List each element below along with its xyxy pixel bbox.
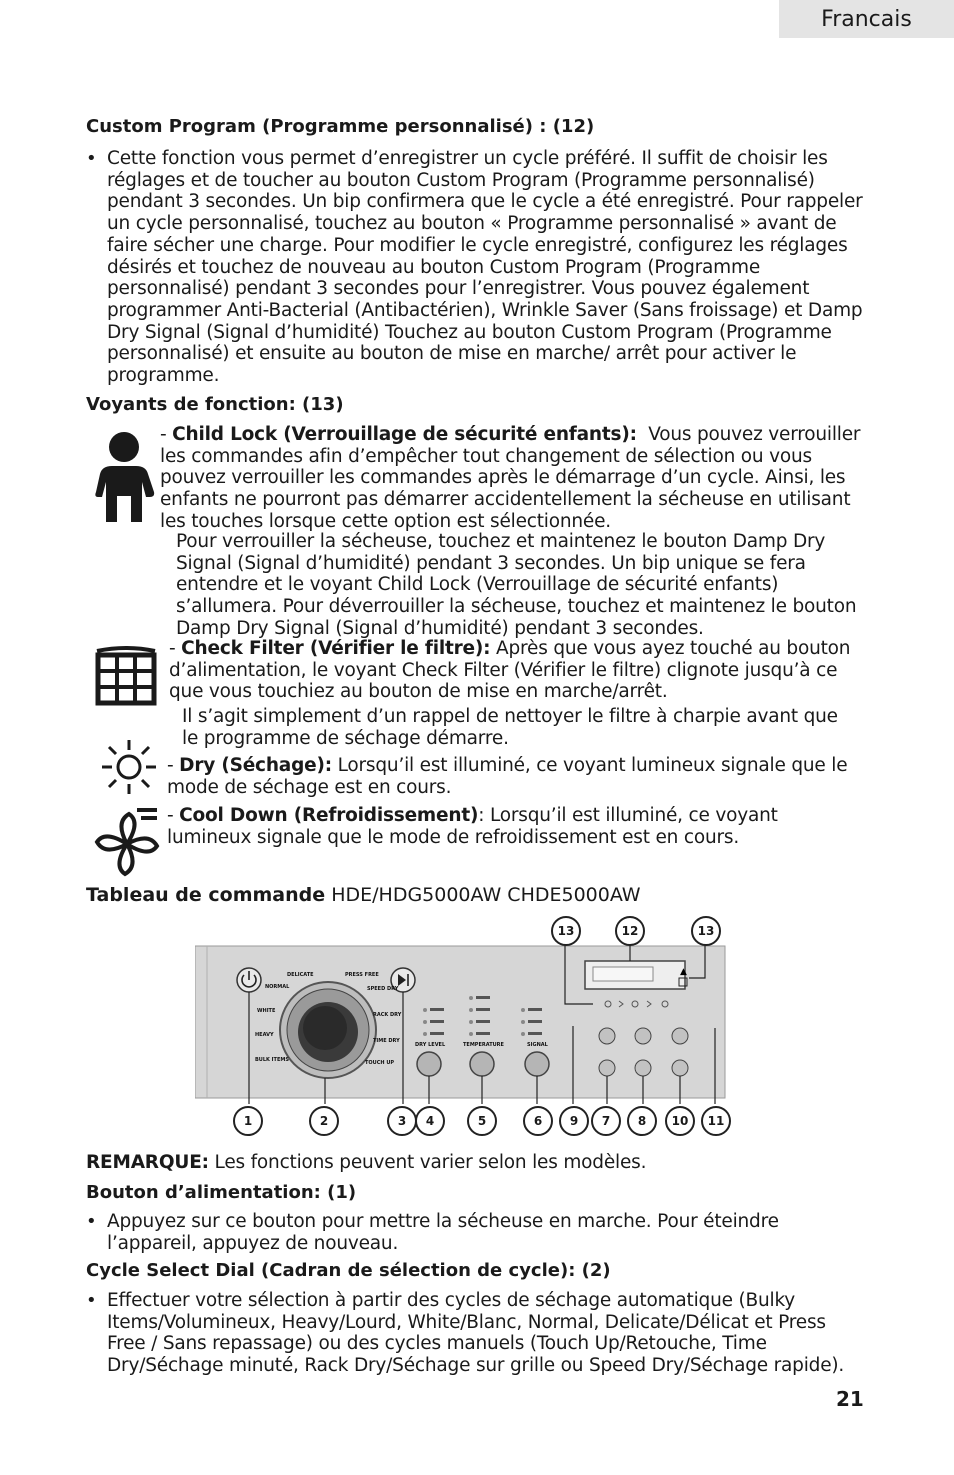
callout-8: 8	[627, 1106, 657, 1136]
callout-3: 3	[387, 1106, 417, 1136]
callout-9: 9	[559, 1106, 589, 1136]
svg-text:▲: ▲	[680, 967, 687, 977]
child-lock-desc: Vous pouvez verrouiller les commandes afin d’empêcher tout changement de sélection ou vous pouvez verrouiller les commandes après le démarrage d’un cycle. Ainsi, les enfants ne pourront pas démarrer accidentellement la sécheuse en utilisant les touches lorsque cette option est sélectionnée.	[160, 424, 861, 532]
callout-5: 5	[467, 1106, 497, 1136]
callout-13-left: 13	[551, 916, 581, 946]
dash: -	[167, 805, 180, 826]
callout-1: 1	[233, 1106, 263, 1136]
callout-12: 12	[615, 916, 645, 946]
child-lock-text	[160, 424, 870, 533]
voyants-heading: Voyants de fonction: (13)	[86, 394, 344, 415]
callout-11: 11	[701, 1106, 731, 1136]
cool-down-fan-icon	[93, 804, 163, 878]
callout-6: 6	[523, 1106, 553, 1136]
language-tab[interactable]: Francais	[779, 0, 954, 38]
cool-down-desc: : Lorsqu’il est illuminé, ce voyant lumineux signale que le mode de refroidissement est en cours.	[167, 805, 778, 848]
check-filter-desc: Après que vous ayez touché au bouton d’alimentation, le voyant Check Filter (Vérifier le filtre) clignote jusqu’à ce que vous touchiez au bouton de mise en marche/arrêt.	[169, 638, 851, 703]
callout-13-right: 13	[691, 916, 721, 946]
svg-text:DELICATE: DELICATE	[287, 972, 314, 978]
svg-text:TOUCH UP: TOUCH UP	[365, 1060, 395, 1066]
child-lock-text2: Pour verrouiller la sécheuse, touchez et maintenez le bouton Damp Dry Signal (Signal d’humidité) pendant 3 secondes. Un bip unique se fera entendre et le voyant Child Lock (Verrouillage de sécurité enfants) s’allumera. Pour déverrouiller la sécheuse, touchez et maintenez le bouton Damp Dry Signal (Signal d’humidité) pendant 3 secondes.	[176, 531, 857, 639]
svg-text:SPEED DRY: SPEED DRY	[367, 986, 399, 992]
child-lock-icon	[86, 430, 164, 524]
svg-text:TEMPERATURE: TEMPERATURE	[463, 1042, 504, 1048]
check-filter-icon	[93, 643, 159, 707]
svg-text:RACK DRY: RACK DRY	[373, 1012, 402, 1018]
remarque-text: Les fonctions peuvent varier selon les modèles.	[214, 1152, 647, 1173]
dry-desc: Lorsqu’il est illuminé, ce voyant lumineux signale que le mode de séchage est en cours.	[167, 755, 848, 798]
custom-program-heading: Custom Program (Programme personnalisé) : (12)	[86, 116, 595, 137]
check-filter-title: Check Filter (Vérifier le filtre):	[181, 638, 491, 659]
cycle-select-body: Effectuer votre sélection à partir des cycles de séchage automatique (Bulky Items/Volumineux, Heavy/Lourd, White/Blanc, Normal, Delicate/Délicat et Press Free / Sans repassage) ou des cycles manuels (Touch Up/Retouche, Time Dry/Séchage minuté, Rack Dry/Séchage sur grille ou Speed Dry/Séchage rapide).	[107, 1290, 845, 1377]
page-number: 21	[836, 1387, 864, 1411]
remarque-label: REMARQUE:	[86, 1152, 209, 1173]
dash: -	[169, 638, 182, 659]
svg-text:BULK ITEMS: BULK ITEMS	[255, 1057, 289, 1063]
check-filter-text	[169, 638, 859, 703]
tableau-heading: Tableau de commande	[86, 884, 326, 906]
dash: -	[160, 424, 173, 445]
svg-text:PRESS FREE: PRESS FREE	[345, 972, 379, 978]
callout-4: 4	[415, 1106, 445, 1136]
svg-text:NORMAL: NORMAL	[265, 984, 290, 990]
dry-sun-icon	[100, 738, 158, 796]
check-filter-text2: Il s’agit simplement d’un rappel de nettoyer le filtre à charpie avant que le programme de séchage démarre.	[182, 706, 838, 749]
dry-title: Dry (Séchage):	[179, 755, 332, 776]
bullet: •	[86, 1211, 97, 1232]
custom-program-body: Cette fonction vous permet d’enregistrer un cycle préféré. Il suffit de choisir les réglages et de toucher au bouton Custom Program (Programme personnalisé) pendant 3 secondes. Un bip confirmera que le cycle a été enregistré. Pour rappeler un cycle personnalisé, touchez au bouton « Programme personnalisé » avant de faire sécher une charge. Pour modifier le cycle enregistré, configurez les réglages désirés et touchez de nouveau au bouton Custom Program (Programme personnalisé) pendant 3 secondes pour l’enregistrer. Vous pouvez également programmer Anti-Bacterial (Antibactérien), Wrinkle Saver (Sans froissage) et Damp Dry Signal (Signal d’humidité) Touchez au bouton Custom Program (Programme personnalisé) et ensuite au bouton de mise en marche/ arrêt pour activer le programme.	[107, 148, 863, 387]
svg-text:SIGNAL: SIGNAL	[527, 1042, 548, 1048]
dash: -	[167, 755, 180, 776]
tableau-models: HDE/HDG5000AW CHDE5000AW	[331, 884, 641, 906]
remarque-line	[86, 1152, 646, 1174]
cycle-select-heading: Cycle Select Dial (Cadran de sélection de cycle): (2)	[86, 1260, 611, 1281]
callout-10: 10	[665, 1106, 695, 1136]
cool-down-text	[167, 805, 857, 848]
svg-text:DRY LEVEL: DRY LEVEL	[415, 1042, 446, 1048]
control-panel-diagram	[195, 916, 735, 1138]
bouton-alimentation-body: Appuyez sur ce bouton pour mettre la sécheuse en marche. Pour éteindre l’appareil, appuyez de nouveau.	[107, 1211, 779, 1254]
bullet: •	[86, 1290, 97, 1311]
svg-text:HEAVY: HEAVY	[255, 1032, 274, 1038]
control-panel-drawing	[195, 916, 735, 1138]
svg-text:WHITE: WHITE	[257, 1008, 276, 1014]
svg-text:TIME DRY: TIME DRY	[373, 1038, 400, 1044]
callout-7: 7	[591, 1106, 621, 1136]
callout-2: 2	[309, 1106, 339, 1136]
bullet: •	[86, 148, 97, 169]
tableau-heading-line	[86, 884, 641, 906]
cool-down-title: Cool Down (Refroidissement)	[179, 805, 479, 826]
dry-text	[167, 755, 867, 798]
bouton-alimentation-heading: Bouton d’alimentation: (1)	[86, 1182, 357, 1203]
child-lock-title: Child Lock (Verrouillage de sécurité enfants):	[172, 424, 637, 445]
